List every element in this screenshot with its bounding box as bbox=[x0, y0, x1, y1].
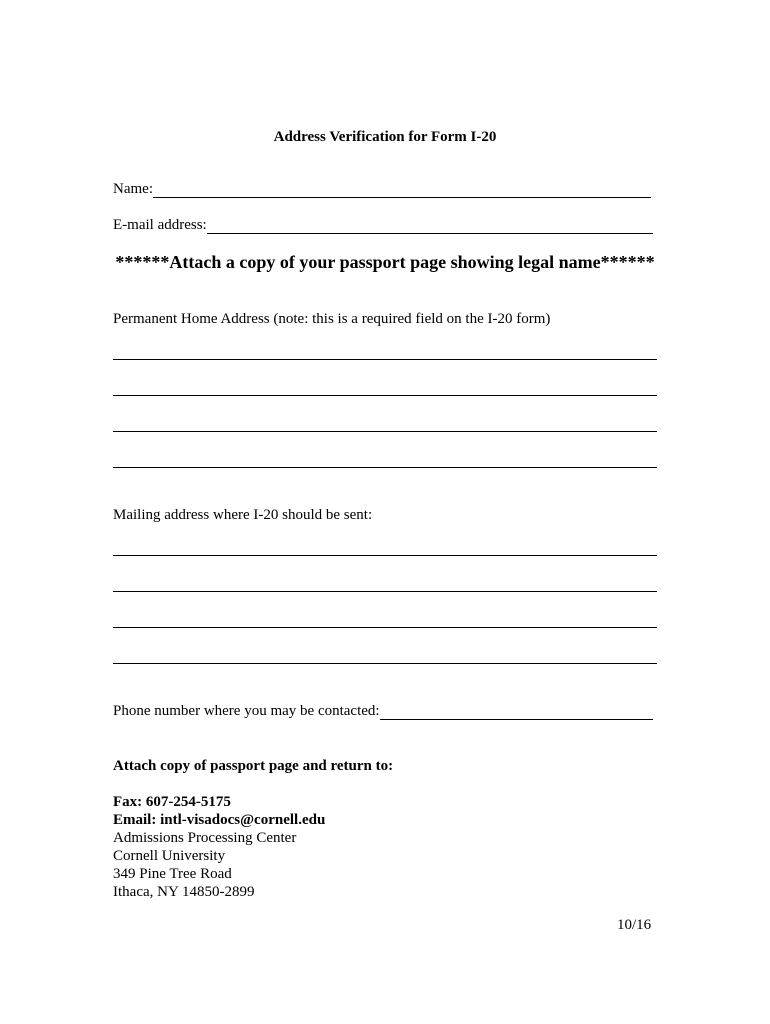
name-field-row bbox=[113, 181, 651, 198]
permanent-address-line-4[interactable] bbox=[113, 467, 657, 468]
form-title: Address Verification for Form I-20 bbox=[273, 129, 497, 145]
email-field[interactable] bbox=[207, 217, 653, 234]
address-line: Cornell University bbox=[113, 848, 226, 864]
contact-email: Email: intl-visadocs@cornell.edu bbox=[113, 812, 326, 828]
phone-field[interactable] bbox=[380, 703, 653, 720]
phone-field-row bbox=[113, 703, 653, 720]
return-heading: Attach copy of passport page and return to: bbox=[113, 758, 394, 774]
address-line: 349 Pine Tree Road bbox=[113, 866, 232, 882]
address-line: Ithaca, NY 14850-2899 bbox=[113, 884, 255, 900]
name-field[interactable] bbox=[153, 181, 651, 198]
name-label: Name: bbox=[113, 181, 153, 197]
form-version: 10/16 bbox=[617, 917, 652, 933]
email-label: E-mail address: bbox=[113, 217, 207, 233]
mailing-address-line-4[interactable] bbox=[113, 663, 657, 664]
phone-label: Phone number where you may be contacted: bbox=[113, 703, 380, 719]
mailing-address-line-3[interactable] bbox=[113, 627, 657, 628]
contact-block bbox=[113, 793, 325, 901]
permanent-address-line-1[interactable] bbox=[113, 359, 657, 360]
mailing-address-line-1[interactable] bbox=[113, 555, 657, 556]
address-line: Admissions Processing Center bbox=[113, 830, 297, 846]
fax-number: Fax: 607-254-5175 bbox=[113, 794, 231, 810]
passport-notice: ******Attach a copy of your passport page showing legal name****** bbox=[115, 252, 655, 272]
permanent-address-line-2[interactable] bbox=[113, 395, 657, 396]
mailing-address-label: Mailing address where I-20 should be sent: bbox=[113, 507, 373, 523]
email-field-row bbox=[113, 217, 653, 234]
permanent-address-line-3[interactable] bbox=[113, 431, 657, 432]
mailing-address-line-2[interactable] bbox=[113, 591, 657, 592]
permanent-address-label: Permanent Home Address (note: this is a required field on the I-20 form) bbox=[113, 311, 551, 327]
